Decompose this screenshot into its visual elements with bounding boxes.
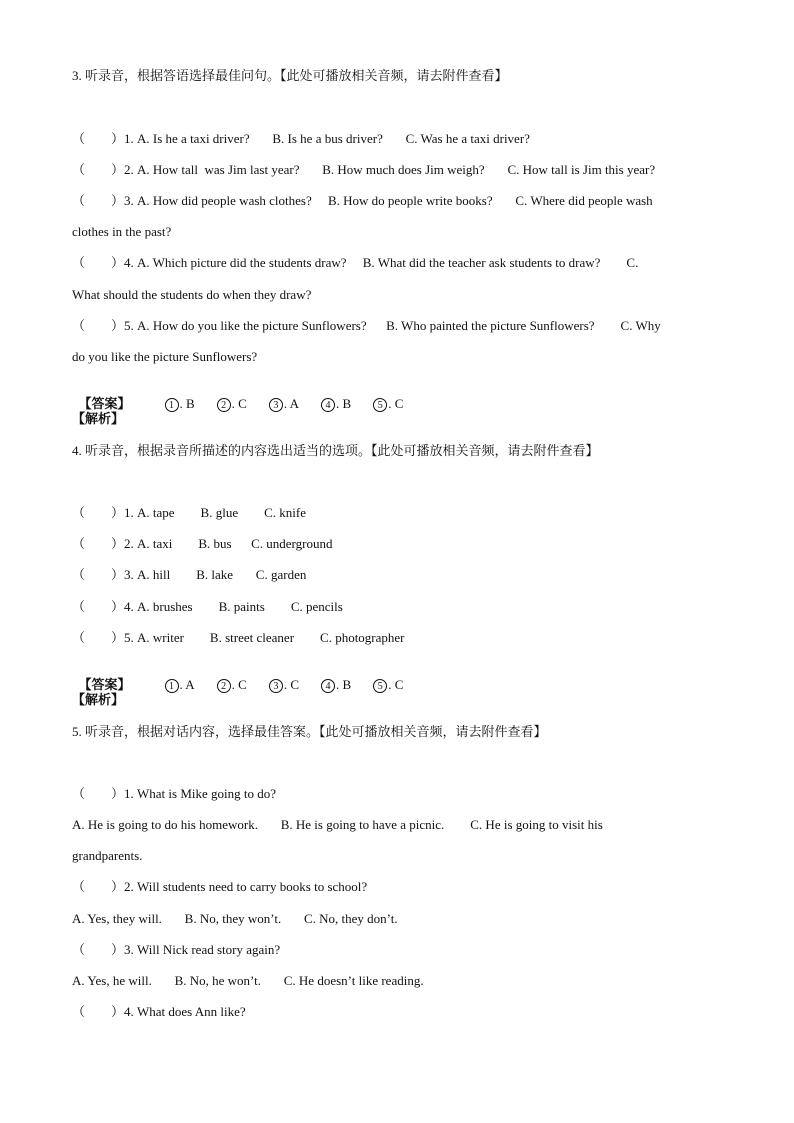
q5-item-1-options-cont: grandparents. <box>72 848 143 863</box>
q3-item-3: （ ）3. A. How did people wash clothes? B. How do people write books? C. Where did people wash <box>72 193 653 208</box>
q3-item-4: （ ）4. A. Which picture did the students draw? B. What did the teacher ask students to draw? C. <box>72 255 639 270</box>
q3-item-3-cont: clothes in the past? <box>72 224 172 239</box>
answer-item: 4 . B <box>321 677 351 693</box>
answer-item: 2 . C <box>217 396 247 412</box>
q5-item-4: （ ）4. What does Ann like? <box>72 1004 246 1019</box>
q5-item-2-options: A. Yes, they will. B. No, they won’t. C. No, they don’t. <box>72 911 398 926</box>
q3-analysis-label: 【解析】 <box>72 411 125 426</box>
answer-item: 1 . A <box>165 677 195 693</box>
q5-item-1-options: A. He is going to do his homework. B. He is going to have a picnic. C. He is going to visit his <box>72 817 603 832</box>
q5-item-2: （ ）2. Will students need to carry books to school? <box>72 879 368 894</box>
answer-item: 1 . B <box>165 396 195 412</box>
q4-item-2: （ ）2. A. taxi B. bus C. underground <box>72 536 333 551</box>
q3-item-4-cont: What should the students do when they draw? <box>72 287 312 302</box>
answer-item: 2 . C <box>217 677 247 693</box>
circle-number: 3 <box>269 398 283 412</box>
circle-number: 1 <box>165 398 179 412</box>
circle-number: 4 <box>321 679 335 693</box>
circle-number: 1 <box>165 679 179 693</box>
circle-number: 2 <box>217 679 231 693</box>
q4-item-1: （ ）1. A. tape B. glue C. knife <box>72 505 306 520</box>
answer-item: 3 . C <box>269 677 299 693</box>
q3-item-2: （ ）2. A. How tall was Jim last year? B. How much does Jim weigh? C. How tall is Jim this year? <box>72 162 656 177</box>
circle-number: 3 <box>269 679 283 693</box>
circle-number: 5 <box>373 679 387 693</box>
circle-number: 2 <box>217 398 231 412</box>
circle-number: 5 <box>373 398 387 412</box>
q3-item-5-cont: do you like the picture Sunflowers? <box>72 349 258 364</box>
q4-item-3: （ ）3. A. hill B. lake C. garden <box>72 567 307 582</box>
q3-answer-row <box>72 380 425 412</box>
q4-answer-row <box>72 661 425 693</box>
circle-number: 4 <box>321 398 335 412</box>
q5-item-3-options: A. Yes, he will. B. No, he won’t. C. He doesn’t like reading. <box>72 973 424 988</box>
question-5-heading: 5. 听录音，根据对话内容，选择最佳答案。【此处可播放相关音频，请去附件查看】 <box>72 724 547 739</box>
answer-item: 5 . C <box>373 396 403 412</box>
question-4-heading: 4. 听录音，根据录音所描述的内容选出适当的选项。【此处可播放相关音频，请去附件查看】 <box>72 443 599 458</box>
q4-item-4: （ ）4. A. brushes B. paints C. pencils <box>72 599 343 614</box>
answer-item: 4 . B <box>321 396 351 412</box>
answer-label: 【答案】 <box>78 677 131 692</box>
q3-item-5: （ ）5. A. How do you like the picture Sunflowers? B. Who painted the picture Sunflowers? C. Why <box>72 318 661 333</box>
answer-label: 【答案】 <box>78 396 131 411</box>
q5-item-3: （ ）3. Will Nick read story again? <box>72 942 281 957</box>
q4-item-5: （ ）5. A. writer B. street cleaner C. photographer <box>72 630 405 645</box>
answer-item: 5 . C <box>373 677 403 693</box>
q3-item-1: （ ）1. A. Is he a taxi driver? B. Is he a bus driver? C. Was he a taxi driver? <box>72 131 530 146</box>
question-3-heading: 3. 听录音，根据答语选择最佳问句。【此处可播放相关音频，请去附件查看】 <box>72 68 508 83</box>
q4-analysis-label: 【解析】 <box>72 692 125 707</box>
answer-item: 3 . A <box>269 396 299 412</box>
q5-item-1: （ ）1. What is Mike going to do? <box>72 786 277 801</box>
